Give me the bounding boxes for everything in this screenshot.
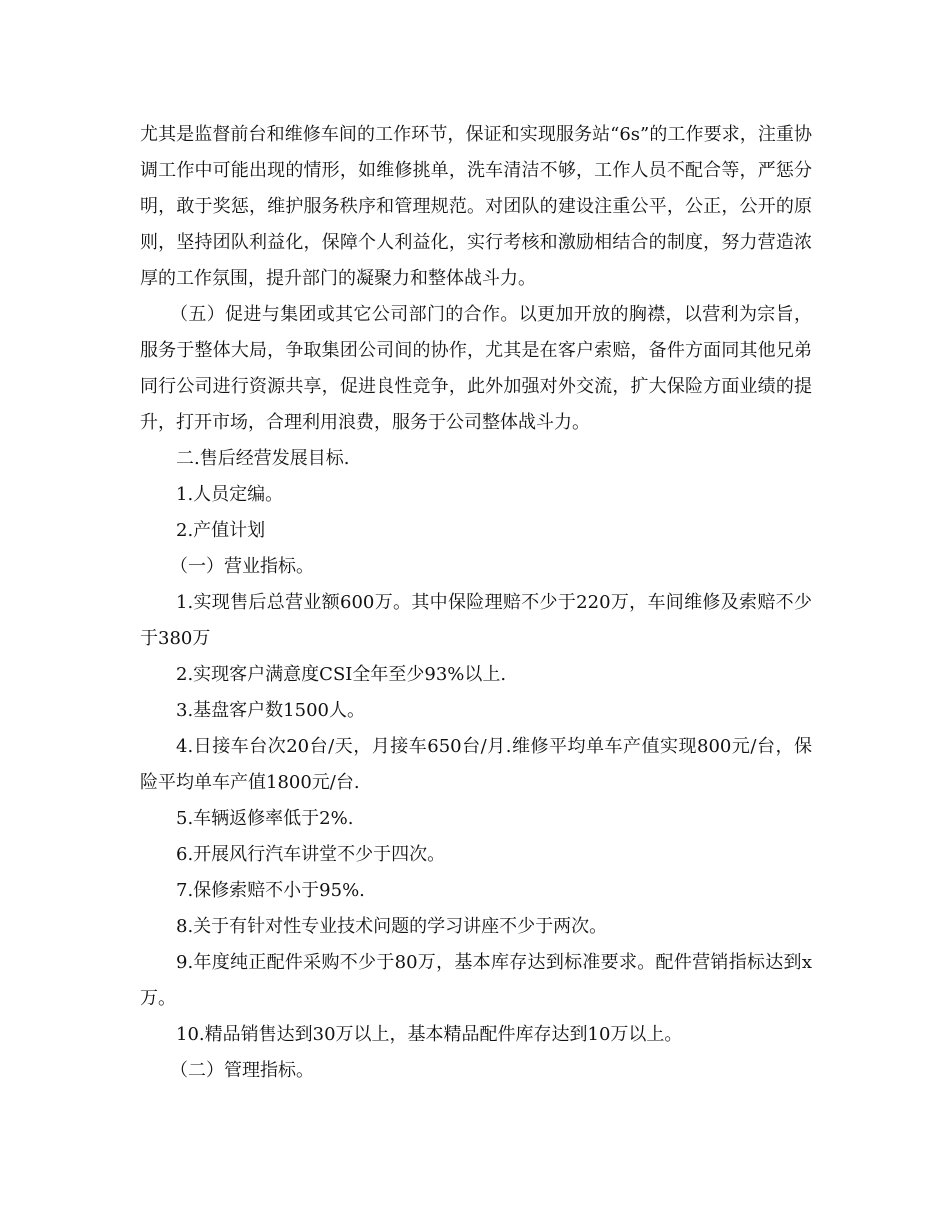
list-item: 1.实现售后总营业额600万。其中保险理赔不少于220万，车间维修及索赔不少于380万 (140, 592, 812, 649)
list-item: 6.开展风行汽车讲堂不少于四次。 (176, 844, 446, 865)
document-body (140, 117, 812, 1089)
list-item: 9.年度纯正配件采购不少于80万，基本库存达到标准要求。配件营销指标达到x万。 (140, 952, 812, 1009)
list-item: 2.实现客户满意度CSI全年至少93%以上. (176, 664, 507, 685)
paragraph-continuation: 尤其是监督前台和维修车间的工作环节，保证和实现服务站“6s”的工作要求，注重协调工作中可能出现的情形，如维修挑单，洗车清洁不够，工作人员不配合等，严惩分明，敢于奖惩，维护服务秩序和管理规范。对团队的建设注重公平，公正，公开的原则，坚持团队利益化，保障个人利益化，实行考核和激励相结合的制度，努力营造浓厚的工作氛围，提升部门的凝聚力和整体战斗力。 (140, 124, 812, 289)
heading-business-indicators: （一）营业指标。 (170, 556, 314, 577)
list-item: 8.关于有针对性专业技术问题的学习讲座不少于两次。 (176, 916, 608, 937)
item-output-plan: 2.产值计划 (176, 520, 266, 541)
list-item: 3.基盘客户数1500人。 (176, 700, 365, 721)
list-item: 5.车辆返修率低于2%. (176, 808, 354, 829)
heading-management-indicators: （二）管理指标。 (170, 1060, 314, 1081)
list-item: 4.日接车台次20台/天，月接车650台/月.维修平均单车产值实现800元/台，保险平均单车产值1800元/台. (140, 736, 812, 793)
heading-after-sales-goals: 二.售后经营发展目标. (176, 448, 350, 469)
item-staffing: 1.人员定编。 (176, 484, 284, 505)
list-item: 10.精品销售达到30万以上，基本精品配件库存达到10万以上。 (176, 1024, 683, 1045)
list-item: 7.保修索赔不小于95%. (176, 880, 365, 901)
paragraph-section-five: （五）促进与集团或其它公司部门的合作。以更加开放的胸襟，以营利为宗旨，服务于整体大局，争取集团公司间的协作，尤其是在客户索赔，备件方面同其他兄弟同行公司进行资源共享，促进良性竞争，此外加强对外交流，扩大保险方面业绩的提升，打开市场，合理利用浪费，服务于公司整体战斗力。 (140, 304, 812, 433)
